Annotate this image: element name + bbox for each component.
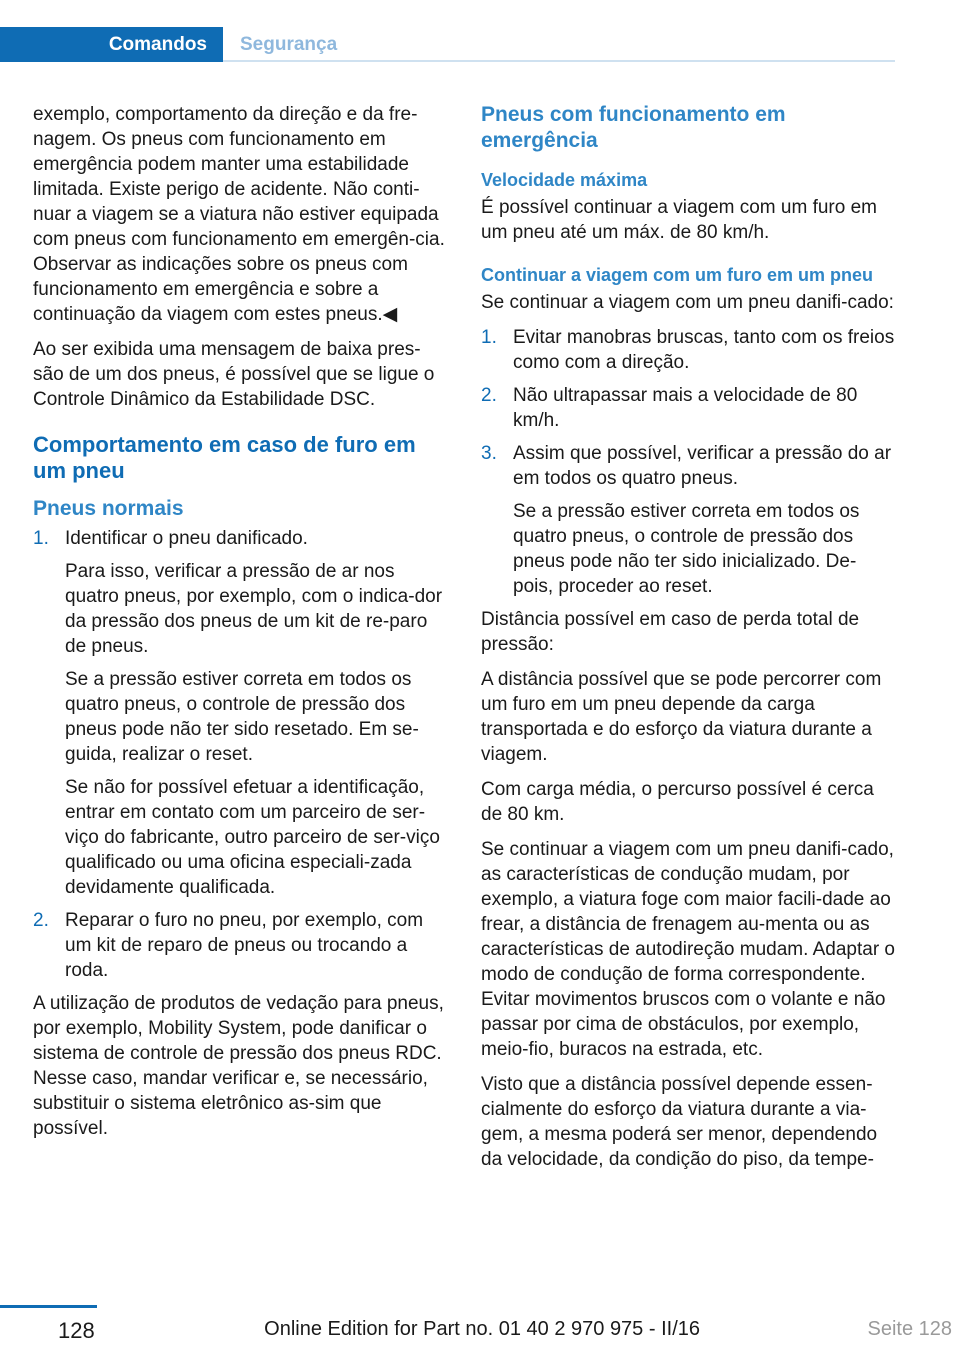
list-text: Identificar o pneu danificado. (65, 528, 308, 549)
paragraph: É possível continuar a viagem com um furo em um pneu até um máx. de 80 km/h. (481, 197, 878, 243)
subsection-heading: Pneus com funcionamento em emergência (481, 103, 786, 152)
list-text: Se não for possível efetuar a identificação, entrar em contato com um parceiro de ser‐viço do fabricante, outro parceiro de ser‐viço qualificado ou uma oficina especiali‐zada devidamente qualificada. (65, 777, 440, 898)
list-text: Reparar o furo no pneu, por exemplo, com um kit de reparo de pneus ou trocando a roda. (65, 910, 424, 981)
subsection-heading: Pneus normais (33, 497, 184, 520)
minor-heading: Continuar a viagem com um furo em um pneu (481, 265, 874, 285)
paragraph: Visto que a distância possível depende essen‐cialmente do esforço da viatura durante a via‐gem, a mesma poderá ser menor, dependendo da velocidade, da condição do piso, da tempe‐ (481, 1074, 878, 1170)
list-item (33, 526, 451, 900)
list-number: 1. (481, 327, 497, 348)
page-number-rule (0, 1305, 97, 1308)
numbered-list (481, 325, 896, 599)
paragraph: Se continuar a viagem com um pneu danifi‐cado, as características de condução mudam, por exemplo, a viatura foge com maior facili‐dade ao frear, a distância de frenagem au‐menta ou as características de autodireção mudam. Adaptar o modo de condução de forma correspondente. Evitar movimentos bruscos com o volante e não passar por cima de obstáculos, por exemplo, meio-fio, buracos na estrada, etc. (481, 839, 896, 1060)
list-text: Se a pressão estiver correta em todos os quatro pneus, o controle de pressão dos pneus pode não ter sido resetado. Em se‐guida, realizar o reset. (65, 669, 419, 765)
list-number: 2. (33, 910, 49, 931)
list-number: 1. (33, 528, 49, 549)
left-column (33, 102, 451, 1151)
page-number: 128 (58, 1318, 95, 1343)
list-text: Evitar manobras bruscas, tanto com os freios como com a direção. (513, 327, 895, 373)
page-header (0, 0, 960, 64)
numbered-list (33, 526, 451, 983)
minor-heading: Velocidade máxima (481, 170, 648, 190)
list-item (481, 441, 896, 599)
paragraph: Distância possível em caso de perda total de pressão: (481, 609, 860, 655)
paragraph: A utilização de produtos de vedação para pneus, por exemplo, Mobility System, pode danificar o sistema de controle de pressão dos pneus RDC. Nesse caso, mandar verificar e, se necessário, substituir o sistema eletrônico as‐sim que possível. (33, 993, 444, 1139)
paragraph: Ao ser exibida uma mensagem de baixa pres‐são de um dos pneus, é possível que se ligue o Controle Dinâmico da Estabilidade DSC. (33, 339, 435, 410)
paragraph: exemplo, comportamento da direção e da fre‐nagem. Os pneus com funcionamento em emergência podem manter uma estabilidade limitada. Existe perigo de acidente. Não conti‐nuar a viagem se a viatura não estiver equipada com pneus com funcionamento em emergên‐cia. Observar as indicações sobre os pneus com funcionamento em emergência e sobre a continuação da viagem com estes pneus.◀ (33, 104, 445, 325)
list-item (33, 908, 451, 983)
header-divider (223, 60, 895, 62)
list-text: Não ultrapassar mais a velocidade de 80 km/h. (513, 385, 858, 431)
right-column (481, 102, 896, 1182)
tab-comandos[interactable]: Comandos (0, 27, 223, 62)
list-item (481, 325, 896, 375)
paragraph: A distância possível que se pode percorrer com um furo em um pneu depende da carga transportada e do esforço da viatura durante a viagem. (481, 669, 882, 765)
section-heading: Comportamento em caso de furo em um pneu (33, 432, 416, 483)
watermark-text: Seite 128 (867, 1318, 952, 1340)
paragraph: Se continuar a viagem com um pneu danifi‐cado: (481, 292, 894, 313)
edition-text: Online Edition for Part no. 01 40 2 970 975 - II/16 (264, 1318, 700, 1340)
list-number: 2. (481, 385, 497, 406)
paragraph: Com carga média, o percurso possível é cerca de 80 km. (481, 779, 874, 825)
list-text: Assim que possível, verificar a pressão do ar em todos os quatro pneus. (513, 443, 892, 489)
tab-seguranca[interactable]: Segurança (240, 33, 338, 55)
list-number: 3. (481, 443, 497, 464)
list-text: Se a pressão estiver correta em todos os quatro pneus, o controle de pressão dos pneus pode não ter sido inicializado. De‐pois, proceder ao reset. (513, 501, 860, 597)
list-text: Para isso, verificar a pressão de ar nos quatro pneus, por exemplo, com o indica‐dor da pressão dos pneus de um kit de re‐paro de pneus. (65, 561, 443, 657)
list-item (481, 383, 896, 433)
